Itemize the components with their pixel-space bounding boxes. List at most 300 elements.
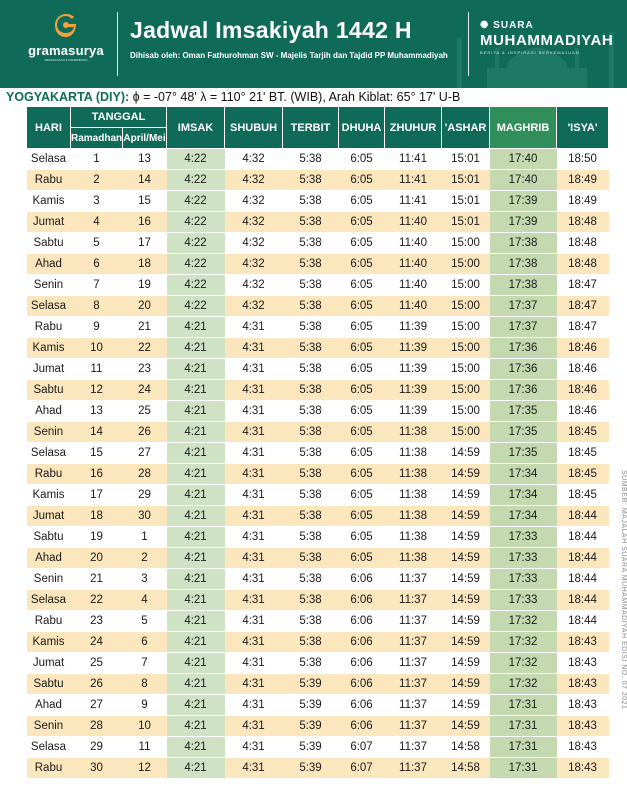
cell-maghrib: 17:33	[490, 590, 557, 611]
cell-isya: 18:43	[557, 716, 609, 737]
page-title: Jadwal Imsakiyah 1442 H	[130, 17, 412, 43]
cell-shubuh: 4:31	[225, 401, 283, 422]
cell-maghrib: 17:35	[490, 401, 557, 422]
cell-shubuh: 4:31	[225, 716, 283, 737]
cell-ramadhan: 21	[71, 569, 123, 590]
cell-ramadhan: 12	[71, 380, 123, 401]
cell-maghrib: 17:39	[490, 191, 557, 212]
cell-ashar: 14:59	[442, 611, 490, 632]
cell-ashar: 15:00	[442, 380, 490, 401]
cell-zhuhur: 11:37	[385, 695, 442, 716]
col-terbit: TERBIT	[283, 107, 339, 149]
cell-isya: 18:44	[557, 527, 609, 548]
cell-isya: 18:49	[557, 170, 609, 191]
cell-isya: 18:44	[557, 548, 609, 569]
col-tanggal: TANGGAL	[71, 107, 167, 128]
cell-dhuha: 6:05	[339, 338, 385, 359]
cell-maghrib: 17:37	[490, 317, 557, 338]
cell-maghrib: 17:40	[490, 149, 557, 170]
cell-imsak: 4:22	[167, 296, 225, 317]
cell-terbit: 5:38	[283, 401, 339, 422]
cell-terbit: 5:38	[283, 485, 339, 506]
cell-hari: Kamis	[27, 191, 71, 212]
cell-maghrib: 17:34	[490, 485, 557, 506]
header-row	[27, 107, 609, 128]
table-row	[27, 212, 609, 233]
table-row	[27, 758, 609, 779]
cell-isya: 18:46	[557, 380, 609, 401]
cell-imsak: 4:21	[167, 317, 225, 338]
col-ramadhan: Ramadhan	[71, 128, 123, 149]
table-row	[27, 527, 609, 548]
cell-maghrib: 17:36	[490, 338, 557, 359]
cell-maghrib: 17:32	[490, 653, 557, 674]
cell-dhuha: 6:05	[339, 443, 385, 464]
cell-terbit: 5:38	[283, 170, 339, 191]
cell-isya: 18:49	[557, 191, 609, 212]
cell-april: 14	[123, 170, 167, 191]
cell-isya: 18:46	[557, 359, 609, 380]
table-row	[27, 464, 609, 485]
table-row	[27, 401, 609, 422]
cell-isya: 18:44	[557, 590, 609, 611]
cell-ashar: 15:00	[442, 317, 490, 338]
cell-isya: 18:43	[557, 758, 609, 779]
cell-maghrib: 17:34	[490, 506, 557, 527]
table-row	[27, 485, 609, 506]
cell-hari: Kamis	[27, 485, 71, 506]
cell-april: 26	[123, 422, 167, 443]
divider	[117, 12, 118, 76]
cell-maghrib: 17:38	[490, 254, 557, 275]
suara-muhammadiyah-logo	[480, 20, 615, 55]
cell-terbit: 5:38	[283, 527, 339, 548]
cell-ashar: 14:59	[442, 569, 490, 590]
cell-maghrib: 17:33	[490, 527, 557, 548]
cell-shubuh: 4:31	[225, 506, 283, 527]
cell-imsak: 4:22	[167, 233, 225, 254]
cell-terbit: 5:38	[283, 338, 339, 359]
cell-ashar: 14:59	[442, 548, 490, 569]
cell-ramadhan: 7	[71, 275, 123, 296]
cell-zhuhur: 11:40	[385, 254, 442, 275]
cell-ashar: 14:58	[442, 758, 490, 779]
cell-maghrib: 17:31	[490, 695, 557, 716]
cell-terbit: 5:39	[283, 674, 339, 695]
cell-ashar: 14:59	[442, 464, 490, 485]
cell-terbit: 5:38	[283, 443, 339, 464]
cell-zhuhur: 11:38	[385, 422, 442, 443]
cell-ramadhan: 25	[71, 653, 123, 674]
cell-imsak: 4:21	[167, 359, 225, 380]
cell-terbit: 5:38	[283, 233, 339, 254]
table-row	[27, 317, 609, 338]
col-hari: HARI	[27, 107, 71, 149]
cell-isya: 18:43	[557, 674, 609, 695]
table-row	[27, 359, 609, 380]
cell-ramadhan: 24	[71, 632, 123, 653]
cell-terbit: 5:38	[283, 611, 339, 632]
table-row	[27, 170, 609, 191]
cell-hari: Kamis	[27, 338, 71, 359]
cell-ramadhan: 4	[71, 212, 123, 233]
cell-hari: Jumat	[27, 359, 71, 380]
cell-zhuhur: 11:41	[385, 170, 442, 191]
cell-maghrib: 17:31	[490, 758, 557, 779]
cell-hari: Ahad	[27, 695, 71, 716]
cell-ashar: 15:00	[442, 401, 490, 422]
cell-shubuh: 4:31	[225, 443, 283, 464]
cell-imsak: 4:21	[167, 737, 225, 758]
cell-ashar: 14:58	[442, 737, 490, 758]
col-shubuh: SHUBUH	[225, 107, 283, 149]
cell-april: 30	[123, 506, 167, 527]
cell-shubuh: 4:31	[225, 485, 283, 506]
cell-zhuhur: 11:37	[385, 569, 442, 590]
cell-dhuha: 6:05	[339, 527, 385, 548]
cell-ashar: 15:00	[442, 296, 490, 317]
col-april-mei: April/Mei	[123, 128, 167, 149]
cell-terbit: 5:39	[283, 716, 339, 737]
cell-imsak: 4:22	[167, 149, 225, 170]
cell-isya: 18:47	[557, 317, 609, 338]
cell-april: 2	[123, 548, 167, 569]
cell-isya: 18:47	[557, 296, 609, 317]
cell-april: 18	[123, 254, 167, 275]
cell-ramadhan: 20	[71, 548, 123, 569]
cell-maghrib: 17:36	[490, 380, 557, 401]
cell-ashar: 15:00	[442, 275, 490, 296]
cell-zhuhur: 11:37	[385, 590, 442, 611]
cell-ashar: 14:59	[442, 527, 490, 548]
cell-terbit: 5:38	[283, 569, 339, 590]
cell-april: 16	[123, 212, 167, 233]
cell-isya: 18:43	[557, 695, 609, 716]
cell-april: 11	[123, 737, 167, 758]
cell-isya: 18:48	[557, 254, 609, 275]
cell-dhuha: 6:05	[339, 233, 385, 254]
header-banner	[0, 0, 627, 88]
cell-ramadhan: 14	[71, 422, 123, 443]
cell-ramadhan: 2	[71, 170, 123, 191]
cell-imsak: 4:21	[167, 443, 225, 464]
brand-small-text	[480, 20, 615, 31]
logo-tagline: PERCETAKAN & PENERBITAN	[44, 58, 88, 62]
cell-dhuha: 6:05	[339, 401, 385, 422]
cell-shubuh: 4:31	[225, 338, 283, 359]
cell-april: 17	[123, 233, 167, 254]
cell-maghrib: 17:38	[490, 233, 557, 254]
cell-terbit: 5:38	[283, 590, 339, 611]
cell-maghrib: 17:40	[490, 170, 557, 191]
cell-shubuh: 4:32	[225, 254, 283, 275]
cell-imsak: 4:21	[167, 632, 225, 653]
cell-dhuha: 6:07	[339, 758, 385, 779]
cell-april: 19	[123, 275, 167, 296]
cell-maghrib: 17:31	[490, 716, 557, 737]
cell-ramadhan: 17	[71, 485, 123, 506]
cell-hari: Rabu	[27, 758, 71, 779]
cell-terbit: 5:38	[283, 275, 339, 296]
cell-zhuhur: 11:38	[385, 464, 442, 485]
location-name: YOGYAKARTA (DIY):	[6, 90, 130, 104]
cell-isya: 18:45	[557, 464, 609, 485]
cell-ashar: 15:01	[442, 191, 490, 212]
cell-hari: Jumat	[27, 212, 71, 233]
cell-dhuha: 6:06	[339, 674, 385, 695]
cell-isya: 18:45	[557, 485, 609, 506]
brand-tagline: BERITA & INSPIRASI BERKEMAJUAN	[480, 50, 580, 55]
cell-imsak: 4:22	[167, 191, 225, 212]
cell-dhuha: 6:05	[339, 359, 385, 380]
cell-shubuh: 4:31	[225, 380, 283, 401]
cell-hari: Sabtu	[27, 674, 71, 695]
cell-dhuha: 6:07	[339, 737, 385, 758]
cell-hari: Rabu	[27, 170, 71, 191]
cell-isya: 18:50	[557, 149, 609, 170]
cell-ashar: 14:59	[442, 674, 490, 695]
cell-april: 13	[123, 149, 167, 170]
cell-dhuha: 6:06	[339, 632, 385, 653]
cell-april: 9	[123, 695, 167, 716]
location-line	[6, 90, 460, 104]
cell-ashar: 14:59	[442, 506, 490, 527]
cell-imsak: 4:21	[167, 590, 225, 611]
cell-april: 4	[123, 590, 167, 611]
cell-april: 28	[123, 464, 167, 485]
cell-ashar: 15:01	[442, 170, 490, 191]
cell-hari: Senin	[27, 275, 71, 296]
cell-ramadhan: 29	[71, 737, 123, 758]
cell-hari: Sabtu	[27, 380, 71, 401]
cell-shubuh: 4:31	[225, 758, 283, 779]
cell-imsak: 4:21	[167, 758, 225, 779]
cell-ashar: 14:59	[442, 443, 490, 464]
cell-imsak: 4:21	[167, 506, 225, 527]
cell-maghrib: 17:32	[490, 611, 557, 632]
cell-zhuhur: 11:38	[385, 485, 442, 506]
cell-zhuhur: 11:39	[385, 338, 442, 359]
cell-april: 12	[123, 758, 167, 779]
cell-shubuh: 4:31	[225, 737, 283, 758]
schedule-body	[27, 149, 609, 779]
cell-isya: 18:43	[557, 737, 609, 758]
cell-terbit: 5:38	[283, 296, 339, 317]
cell-ramadhan: 18	[71, 506, 123, 527]
cell-ashar: 14:59	[442, 485, 490, 506]
cell-hari: Ahad	[27, 254, 71, 275]
cell-imsak: 4:21	[167, 569, 225, 590]
schedule-table	[26, 106, 609, 779]
cell-imsak: 4:21	[167, 422, 225, 443]
cell-shubuh: 4:32	[225, 296, 283, 317]
cell-ashar: 15:00	[442, 233, 490, 254]
cell-terbit: 5:38	[283, 422, 339, 443]
cell-maghrib: 17:32	[490, 632, 557, 653]
cell-dhuha: 6:05	[339, 548, 385, 569]
table-row	[27, 443, 609, 464]
cell-april: 5	[123, 611, 167, 632]
cell-zhuhur: 11:38	[385, 443, 442, 464]
cell-maghrib: 17:34	[490, 464, 557, 485]
cell-zhuhur: 11:39	[385, 380, 442, 401]
cell-shubuh: 4:31	[225, 359, 283, 380]
cell-zhuhur: 11:37	[385, 674, 442, 695]
table-row	[27, 548, 609, 569]
cell-isya: 18:44	[557, 611, 609, 632]
cell-dhuha: 6:05	[339, 149, 385, 170]
cell-ashar: 15:01	[442, 212, 490, 233]
cell-imsak: 4:22	[167, 275, 225, 296]
cell-shubuh: 4:31	[225, 422, 283, 443]
col-ashar: 'ASHAR	[442, 107, 490, 149]
cell-ramadhan: 10	[71, 338, 123, 359]
cell-shubuh: 4:31	[225, 695, 283, 716]
cell-dhuha: 6:06	[339, 590, 385, 611]
cell-zhuhur: 11:39	[385, 359, 442, 380]
cell-isya: 18:46	[557, 401, 609, 422]
cell-terbit: 5:38	[283, 653, 339, 674]
cell-ramadhan: 30	[71, 758, 123, 779]
cell-imsak: 4:22	[167, 254, 225, 275]
cell-april: 22	[123, 338, 167, 359]
cell-shubuh: 4:32	[225, 191, 283, 212]
cell-maghrib: 17:37	[490, 296, 557, 317]
cell-ramadhan: 28	[71, 716, 123, 737]
cell-zhuhur: 11:39	[385, 317, 442, 338]
cell-hari: Senin	[27, 716, 71, 737]
cell-ashar: 14:59	[442, 590, 490, 611]
cell-dhuha: 6:05	[339, 485, 385, 506]
cell-ramadhan: 5	[71, 233, 123, 254]
cell-shubuh: 4:32	[225, 170, 283, 191]
cell-ashar: 14:59	[442, 632, 490, 653]
cell-imsak: 4:22	[167, 212, 225, 233]
cell-shubuh: 4:31	[225, 548, 283, 569]
table-row	[27, 611, 609, 632]
cell-ramadhan: 9	[71, 317, 123, 338]
table-row	[27, 695, 609, 716]
cell-hari: Rabu	[27, 464, 71, 485]
cell-shubuh: 4:31	[225, 464, 283, 485]
cell-zhuhur: 11:37	[385, 632, 442, 653]
cell-terbit: 5:38	[283, 506, 339, 527]
cell-dhuha: 6:05	[339, 422, 385, 443]
cell-zhuhur: 11:40	[385, 212, 442, 233]
cell-april: 1	[123, 527, 167, 548]
cell-april: 3	[123, 569, 167, 590]
cell-imsak: 4:21	[167, 527, 225, 548]
cell-hari: Selasa	[27, 296, 71, 317]
table-row	[27, 275, 609, 296]
cell-isya: 18:44	[557, 506, 609, 527]
cell-isya: 18:43	[557, 632, 609, 653]
cell-ramadhan: 19	[71, 527, 123, 548]
cell-april: 27	[123, 443, 167, 464]
cell-shubuh: 4:32	[225, 275, 283, 296]
cell-april: 24	[123, 380, 167, 401]
cell-imsak: 4:21	[167, 401, 225, 422]
cell-april: 15	[123, 191, 167, 212]
cell-isya: 18:44	[557, 569, 609, 590]
cell-maghrib: 17:32	[490, 674, 557, 695]
cell-imsak: 4:21	[167, 695, 225, 716]
cell-imsak: 4:21	[167, 611, 225, 632]
cell-ashar: 15:00	[442, 254, 490, 275]
table-row	[27, 653, 609, 674]
table-row	[27, 506, 609, 527]
cell-terbit: 5:39	[283, 737, 339, 758]
table-row	[27, 674, 609, 695]
cell-april: 10	[123, 716, 167, 737]
cell-april: 20	[123, 296, 167, 317]
cell-dhuha: 6:05	[339, 506, 385, 527]
cell-april: 8	[123, 674, 167, 695]
col-imsak: IMSAK	[167, 107, 225, 149]
table-row	[27, 380, 609, 401]
cell-imsak: 4:21	[167, 548, 225, 569]
table-row	[27, 590, 609, 611]
table-row	[27, 296, 609, 317]
cell-ashar: 15:00	[442, 338, 490, 359]
cell-maghrib: 17:39	[490, 212, 557, 233]
cell-dhuha: 6:05	[339, 296, 385, 317]
cell-hari: Rabu	[27, 611, 71, 632]
cell-dhuha: 6:06	[339, 653, 385, 674]
cell-april: 25	[123, 401, 167, 422]
cell-zhuhur: 11:38	[385, 548, 442, 569]
cell-imsak: 4:21	[167, 653, 225, 674]
cell-terbit: 5:39	[283, 695, 339, 716]
brand-name: MUHAMMADIYAH	[480, 32, 614, 49]
cell-maghrib: 17:35	[490, 443, 557, 464]
cell-zhuhur: 11:37	[385, 716, 442, 737]
cell-hari: Kamis	[27, 632, 71, 653]
cell-shubuh: 4:31	[225, 317, 283, 338]
cell-isya: 18:46	[557, 338, 609, 359]
cell-isya: 18:47	[557, 275, 609, 296]
cell-terbit: 5:38	[283, 317, 339, 338]
cell-maghrib: 17:33	[490, 548, 557, 569]
cell-zhuhur: 11:41	[385, 191, 442, 212]
cell-zhuhur: 11:37	[385, 611, 442, 632]
cell-ramadhan: 26	[71, 674, 123, 695]
cell-maghrib: 17:38	[490, 275, 557, 296]
cell-terbit: 5:38	[283, 254, 339, 275]
gramasurya-mark-icon	[55, 14, 77, 40]
star-icon: ✺	[480, 20, 490, 31]
cell-terbit: 5:39	[283, 758, 339, 779]
cell-terbit: 5:38	[283, 149, 339, 170]
cell-terbit: 5:38	[283, 380, 339, 401]
cell-hari: Ahad	[27, 401, 71, 422]
cell-ramadhan: 6	[71, 254, 123, 275]
table-row	[27, 737, 609, 758]
cell-dhuha: 6:06	[339, 716, 385, 737]
cell-dhuha: 6:06	[339, 569, 385, 590]
cell-terbit: 5:38	[283, 632, 339, 653]
cell-imsak: 4:21	[167, 338, 225, 359]
cell-april: 29	[123, 485, 167, 506]
cell-april: 6	[123, 632, 167, 653]
table-row	[27, 716, 609, 737]
cell-dhuha: 6:05	[339, 191, 385, 212]
cell-zhuhur: 11:37	[385, 758, 442, 779]
cell-ramadhan: 23	[71, 611, 123, 632]
cell-dhuha: 6:05	[339, 254, 385, 275]
cell-ashar: 15:01	[442, 149, 490, 170]
cell-dhuha: 6:06	[339, 695, 385, 716]
